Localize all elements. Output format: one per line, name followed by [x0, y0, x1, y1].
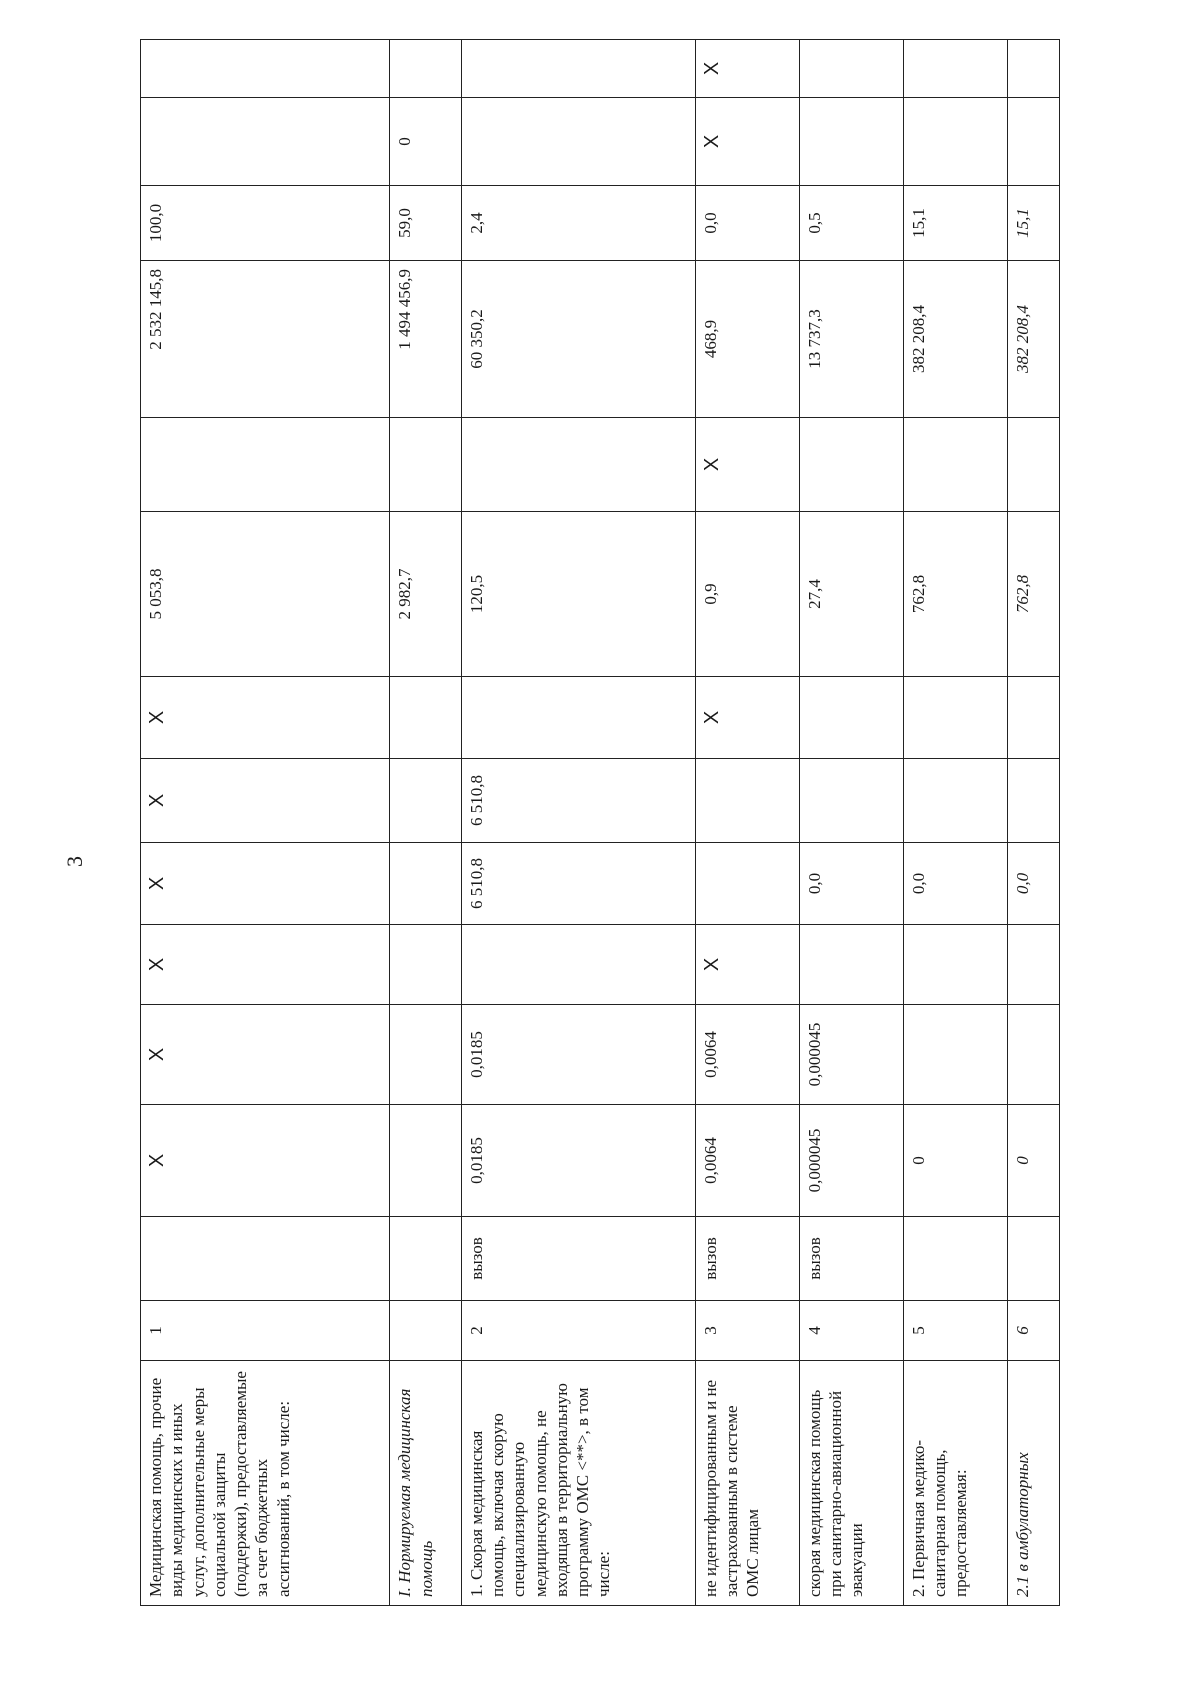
row-number: 6	[1007, 1301, 1059, 1361]
page-number: 3	[62, 856, 87, 867]
value-cell: X	[695, 418, 799, 512]
value-cell	[141, 98, 390, 186]
value-cell: 0,000045	[799, 1005, 903, 1105]
value-cell: 120,5	[461, 512, 695, 677]
table-row	[903, 40, 1007, 1606]
value-cell: 0,5	[799, 186, 903, 261]
row-number: 4	[799, 1301, 903, 1361]
value-cell	[799, 925, 903, 1005]
value-cell: 15,1	[903, 186, 1007, 261]
value-cell	[799, 677, 903, 759]
value-cell: 2,4	[461, 186, 695, 261]
value-cell	[1007, 40, 1059, 98]
unit-cell	[903, 1217, 1007, 1301]
value-cell: 6 510,8	[461, 759, 695, 843]
value-cell	[1007, 98, 1059, 186]
value-cell	[903, 677, 1007, 759]
unit-cell	[141, 1217, 390, 1301]
rotated-table-wrapper	[140, 60, 1060, 1606]
row-label: Медицинская помощь, прочие виды медицинских и иных услуг, дополнительные меры социальной защиты (поддержки), предоставляемые за счет бюджетных ассигнований, в том числе:	[141, 1361, 390, 1606]
value-cell	[799, 418, 903, 512]
value-cell: 0	[390, 98, 462, 186]
value-cell: 6 510,8	[461, 843, 695, 925]
value-cell: 59,0	[390, 186, 462, 261]
value-cell: 382 208,4	[903, 261, 1007, 418]
value-cell	[1007, 759, 1059, 843]
value-cell	[1007, 418, 1059, 512]
value-cell	[799, 759, 903, 843]
value-cell	[390, 1105, 462, 1217]
value-cell	[461, 98, 695, 186]
budget-table	[140, 39, 1060, 1606]
value-cell: 15,1	[1007, 186, 1059, 261]
value-cell	[695, 843, 799, 925]
value-cell	[695, 759, 799, 843]
value-cell: 0,0185	[461, 1005, 695, 1105]
value-cell	[141, 40, 390, 98]
value-cell: 2 532 145,8	[141, 261, 390, 418]
row-number	[390, 1301, 462, 1361]
row-number: 2	[461, 1301, 695, 1361]
value-cell: 0,0	[903, 843, 1007, 925]
value-cell: 468,9	[695, 261, 799, 418]
value-cell	[903, 40, 1007, 98]
value-cell: 100,0	[141, 186, 390, 261]
row-label: 2. Первичная медико-санитарная помощь, предоставляемая:	[903, 1361, 1007, 1606]
value-cell: 27,4	[799, 512, 903, 677]
value-cell: 0,000045	[799, 1105, 903, 1217]
value-cell: 1 494 456,9	[390, 261, 462, 418]
value-cell: X	[695, 40, 799, 98]
unit-cell: вызов	[461, 1217, 695, 1301]
value-cell: X	[141, 925, 390, 1005]
value-cell: X	[141, 677, 390, 759]
value-cell	[1007, 1005, 1059, 1105]
value-cell: X	[695, 925, 799, 1005]
value-cell	[1007, 925, 1059, 1005]
value-cell: 5 053,8	[141, 512, 390, 677]
table-row	[461, 40, 695, 1606]
value-cell	[390, 1005, 462, 1105]
value-cell: 13 737,3	[799, 261, 903, 418]
value-cell: 0,0064	[695, 1005, 799, 1105]
value-cell	[461, 418, 695, 512]
unit-cell	[390, 1217, 462, 1301]
value-cell: 0	[1007, 1105, 1059, 1217]
value-cell	[799, 98, 903, 186]
value-cell	[903, 759, 1007, 843]
table-row	[390, 40, 462, 1606]
value-cell	[1007, 677, 1059, 759]
table-row	[1007, 40, 1059, 1606]
table-row	[695, 40, 799, 1606]
value-cell	[390, 418, 462, 512]
row-label: 2.1 в амбулаторных	[1007, 1361, 1059, 1606]
unit-cell: вызов	[695, 1217, 799, 1301]
row-label: не идентифицированным и не застрахованным в системе ОМС лицам	[695, 1361, 799, 1606]
value-cell	[390, 677, 462, 759]
value-cell: 60 350,2	[461, 261, 695, 418]
value-cell	[390, 40, 462, 98]
value-cell	[903, 925, 1007, 1005]
row-number: 3	[695, 1301, 799, 1361]
value-cell	[903, 1005, 1007, 1105]
row-label: 1. Скорая медицинская помощь, включая скорую специализированную медицинскую помощь, не входящая в территориальную программу ОМС <**>, в том числе:	[461, 1361, 695, 1606]
value-cell	[903, 98, 1007, 186]
table-row	[141, 40, 390, 1606]
value-cell: 0,0185	[461, 1105, 695, 1217]
value-cell: 382 208,4	[1007, 261, 1059, 418]
value-cell: X	[141, 1105, 390, 1217]
value-cell: 0,0064	[695, 1105, 799, 1217]
value-cell: 2 982,7	[390, 512, 462, 677]
value-cell	[141, 418, 390, 512]
unit-cell: вызов	[799, 1217, 903, 1301]
value-cell	[390, 843, 462, 925]
value-cell	[461, 925, 695, 1005]
value-cell: 0	[903, 1105, 1007, 1217]
row-number: 5	[903, 1301, 1007, 1361]
row-label: I. Нормируемая медицинская помощь	[390, 1361, 462, 1606]
value-cell: 0,0	[799, 843, 903, 925]
value-cell: 0,0	[695, 186, 799, 261]
value-cell	[390, 759, 462, 843]
unit-cell	[1007, 1217, 1059, 1301]
value-cell: 762,8	[903, 512, 1007, 677]
value-cell	[903, 418, 1007, 512]
table-row	[799, 40, 903, 1606]
value-cell: 0,0	[1007, 843, 1059, 925]
value-cell: 762,8	[1007, 512, 1059, 677]
value-cell: X	[141, 1005, 390, 1105]
value-cell	[461, 40, 695, 98]
value-cell	[461, 677, 695, 759]
value-cell: X	[695, 677, 799, 759]
value-cell: X	[141, 759, 390, 843]
value-cell: X	[695, 98, 799, 186]
value-cell: X	[141, 843, 390, 925]
value-cell: 0,9	[695, 512, 799, 677]
value-cell	[390, 925, 462, 1005]
value-cell	[799, 40, 903, 98]
row-number: 1	[141, 1301, 390, 1361]
row-label: скорая медицинская помощь при санитарно-авиационной эвакуации	[799, 1361, 903, 1606]
